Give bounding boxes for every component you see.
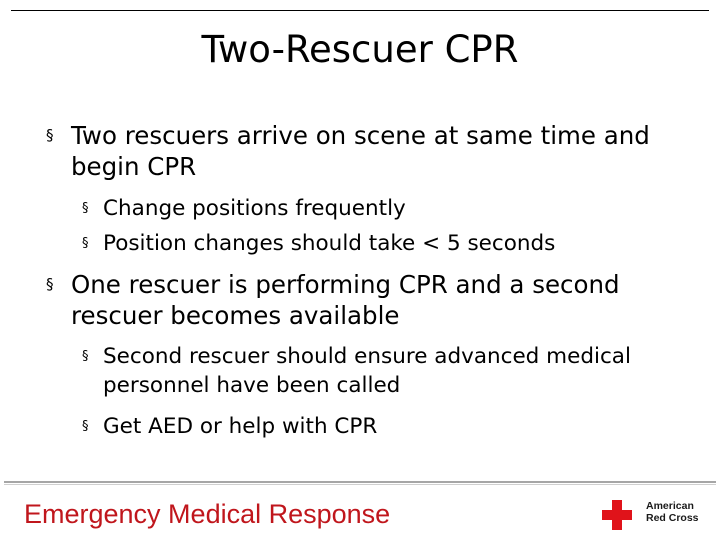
sub-bullet-item xyxy=(0,194,720,223)
sub-bullet-icon: § xyxy=(82,201,89,216)
footer-divider-secondary xyxy=(4,484,716,485)
bullet-icon: § xyxy=(46,275,54,293)
sub-bullet-text: Position changes should take < 5 seconds xyxy=(103,231,556,256)
sub-bullet-icon: § xyxy=(82,236,89,251)
bullet-item xyxy=(0,120,720,182)
logo-wordmark xyxy=(646,500,712,524)
bullet-text: Two rescuers arrive on scene at same time and begin CPR xyxy=(71,121,650,181)
bullet-item xyxy=(0,269,720,331)
bullet-icon: § xyxy=(46,126,54,144)
logo-line-2: Red Cross xyxy=(646,512,699,524)
sub-bullet-text: Get AED or help with CPR xyxy=(103,414,378,439)
sub-bullet-icon: § xyxy=(82,349,89,364)
footer-divider xyxy=(4,481,716,483)
sub-bullet-item xyxy=(0,342,720,400)
footer-title: Emergency Medical Response xyxy=(24,499,391,529)
bullet-text: One rescuer is performing CPR and a second rescuer becomes available xyxy=(71,270,620,330)
sub-bullet-icon: § xyxy=(82,419,89,434)
title-divider xyxy=(11,10,709,11)
logo-line-1: American xyxy=(646,500,694,512)
sub-bullet-text: Second rescuer should ensure advanced medical personnel have been called xyxy=(103,344,631,398)
red-cross-icon xyxy=(602,500,632,530)
sub-bullet-item xyxy=(0,229,720,258)
sub-bullet-item xyxy=(0,412,720,441)
slide-title: Two-Rescuer CPR xyxy=(201,28,519,71)
red-cross-logo xyxy=(602,498,712,532)
sub-bullet-text: Change positions frequently xyxy=(103,196,406,221)
